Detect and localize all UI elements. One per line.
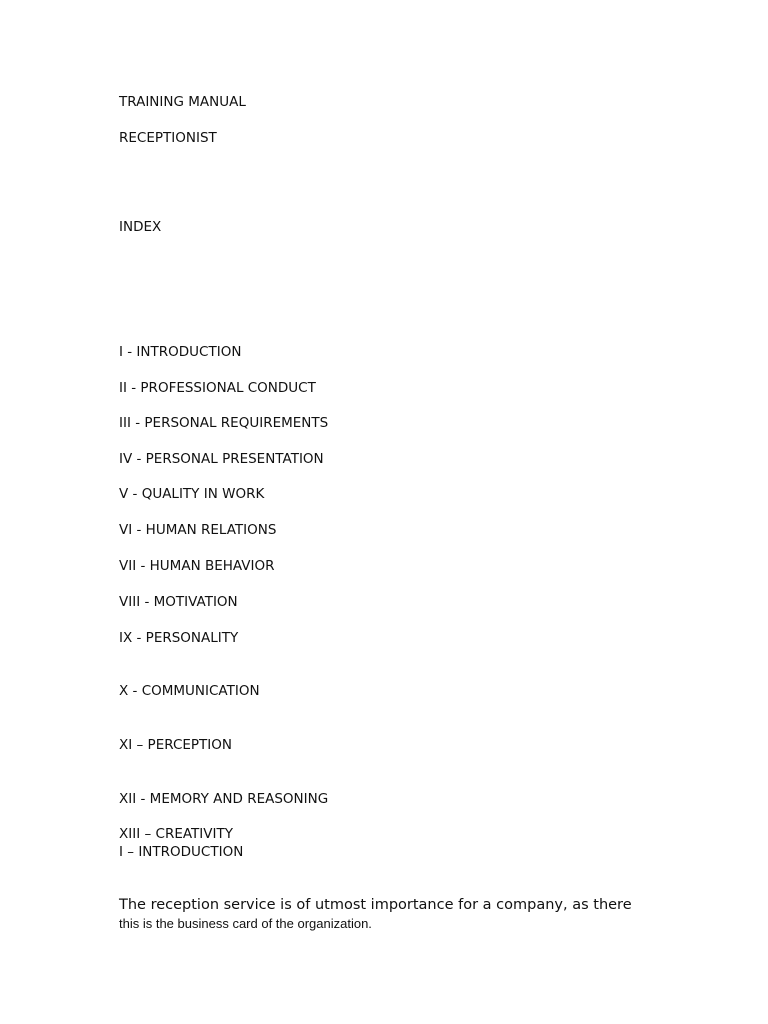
index-heading: INDEX [119,219,162,235]
document-subtitle: RECEPTIONIST [119,130,217,146]
section-heading: I – INTRODUCTION [119,844,244,860]
index-item: X - COMMUNICATION [119,683,260,699]
index-item: XIII – CREATIVITY [119,826,233,842]
paragraph-line: this is the business card of the organization. [119,916,372,931]
index-item: VI - HUMAN RELATIONS [119,522,277,538]
index-item: XI – PERCEPTION [119,737,232,753]
index-item: VII - HUMAN BEHAVIOR [119,558,275,574]
index-item: IX - PERSONALITY [119,630,239,646]
index-item: V - QUALITY IN WORK [119,486,265,502]
index-item: VIII - MOTIVATION [119,594,238,610]
index-item: III - PERSONAL REQUIREMENTS [119,415,329,431]
index-item: I - INTRODUCTION [119,344,242,360]
paragraph-line: The reception service is of utmost importance for a company, as there [119,897,632,913]
document-title: TRAINING MANUAL [119,94,246,110]
index-item: XII - MEMORY AND REASONING [119,791,329,807]
index-item: IV - PERSONAL PRESENTATION [119,451,324,467]
index-item: II - PROFESSIONAL CONDUCT [119,380,316,396]
